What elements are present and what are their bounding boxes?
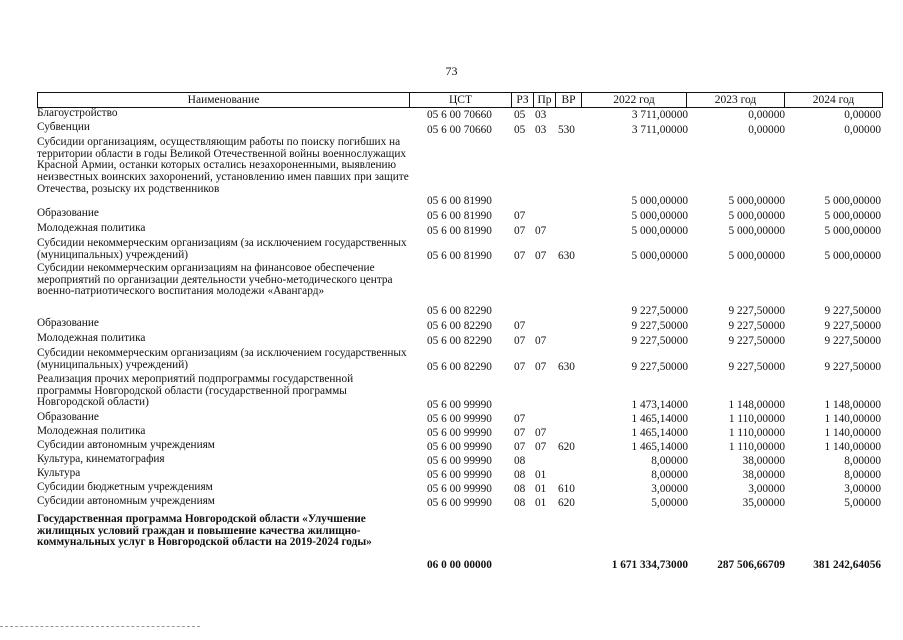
row-value-2022: 5 000,00000 [631, 250, 688, 263]
row-value-2024: 9 227,50000 [824, 305, 881, 318]
row-value-2023: 5 000,00000 [728, 210, 785, 223]
table-row [37, 263, 883, 318]
row-name: Субсидии автономным учреждениям [37, 495, 215, 507]
row-pr: 07 [535, 335, 547, 348]
header-rz: РЗ [512, 93, 534, 107]
row-name: Государственная программа Новгородской области «Улучшение жилищных условий граждан и повышение качества жилищно-коммунальных услуг в Новгородской области на 2019-2024 годы» [37, 513, 372, 549]
row-rz: 07 [514, 361, 526, 374]
row-value-2024: 1 148,00000 [824, 399, 881, 412]
row-name: Субвенции [37, 121, 90, 133]
footer-divider [0, 626, 200, 627]
row-rz: 07 [514, 320, 526, 333]
row-rz: 05 [514, 124, 526, 137]
row-csr: 05 6 00 99990 [427, 469, 492, 482]
row-rz: 08 [514, 455, 526, 468]
row-csr: 05 6 00 82290 [427, 305, 492, 318]
row-value-2023: 35,00000 [742, 497, 785, 510]
row-value-2024: 9 227,50000 [824, 361, 881, 374]
row-value-2023: 1 148,00000 [728, 399, 785, 412]
row-value-2024: 9 227,50000 [824, 335, 881, 348]
row-value-2022: 8,00000 [651, 469, 688, 482]
table-row [37, 374, 883, 412]
row-pr: 07 [535, 225, 547, 238]
row-value-2024: 8,00000 [844, 455, 881, 468]
row-vr: 620 [558, 441, 575, 454]
row-csr: 05 6 00 99990 [427, 497, 492, 510]
table-row [37, 333, 883, 348]
row-value-2024: 9 227,50000 [824, 320, 881, 333]
table-row [37, 426, 883, 440]
row-pr: 03 [535, 124, 547, 137]
row-value-2024: 5,00000 [844, 497, 881, 510]
row-rz: 07 [514, 210, 526, 223]
header-csr: ЦСТ [410, 93, 512, 107]
row-name: Образование [37, 317, 99, 329]
row-value-2022: 3 711,00000 [631, 109, 688, 122]
row-value-2024: 1 140,00000 [824, 427, 881, 440]
row-value-2023: 9 227,50000 [728, 335, 785, 348]
row-name: Образование [37, 207, 99, 219]
row-value-2022: 1 465,14000 [631, 427, 688, 440]
header-vr: ВР [556, 93, 582, 107]
row-value-2024: 8,00000 [844, 469, 881, 482]
row-value-2022: 5,00000 [651, 497, 688, 510]
row-value-2023: 9 227,50000 [728, 305, 785, 318]
table-row [37, 454, 883, 468]
row-value-2023: 38,00000 [742, 469, 785, 482]
row-vr: 620 [558, 497, 575, 510]
row-csr: 06 0 00 00000 [427, 559, 492, 572]
row-value-2024: 381 242,64056 [813, 559, 881, 572]
row-name: Реализация прочих мероприятий подпрограммы государственной программы Новгородской области (государственной программы Новгородской области) [37, 373, 354, 409]
header-name: Наименование [38, 93, 410, 107]
row-name: Субсидии организациям, осуществляющим работы по поиску погибших на территории области в годы Великой Отечественной войны военнослужащих Красной Армии, останки которых остались незахороненными, выявлению неизвестных воинских захоронений, установлению имен павших при защите Отечества, розыску их родственников [37, 136, 409, 195]
row-vr: 530 [558, 124, 575, 137]
row-value-2022: 9 227,50000 [631, 361, 688, 374]
row-value-2024: 5 000,00000 [824, 210, 881, 223]
table-row [37, 496, 883, 510]
row-vr: 630 [558, 361, 575, 374]
row-value-2023: 5 000,00000 [728, 250, 785, 263]
table-row [37, 348, 883, 374]
row-value-2024: 5 000,00000 [824, 195, 881, 208]
row-csr: 05 6 00 82290 [427, 320, 492, 333]
row-pr: 07 [535, 361, 547, 374]
row-name: Субсидии бюджетным учреждениям [37, 481, 213, 493]
row-value-2024: 5 000,00000 [824, 225, 881, 238]
row-csr: 05 6 00 99990 [427, 399, 492, 412]
row-rz: 08 [514, 497, 526, 510]
row-rz: 08 [514, 483, 526, 496]
table-row [37, 137, 883, 208]
row-value-2023: 0,00000 [748, 124, 785, 137]
row-value-2023: 9 227,50000 [728, 361, 785, 374]
row-rz: 07 [514, 427, 526, 440]
row-name: Образование [37, 411, 99, 423]
header-pr: Пр [534, 93, 556, 107]
row-rz: 08 [514, 469, 526, 482]
row-csr: 05 6 00 99990 [427, 413, 492, 426]
table-header-row [37, 92, 883, 108]
row-csr: 05 6 00 81990 [427, 195, 492, 208]
row-value-2022: 8,00000 [651, 455, 688, 468]
row-value-2023: 0,00000 [748, 109, 785, 122]
row-rz: 07 [514, 250, 526, 263]
row-value-2024: 5 000,00000 [824, 250, 881, 263]
row-value-2023: 5 000,00000 [728, 225, 785, 238]
row-name: Молодежная политика [37, 332, 146, 344]
row-value-2022: 3 711,00000 [631, 124, 688, 137]
row-csr: 05 6 00 99990 [427, 455, 492, 468]
row-value-2023: 287 506,66709 [717, 559, 785, 572]
row-name: Благоустройство [37, 107, 118, 119]
row-value-2023: 3,00000 [748, 483, 785, 496]
row-value-2023: 38,00000 [742, 455, 785, 468]
table-row [37, 412, 883, 426]
row-pr: 01 [535, 469, 547, 482]
row-value-2022: 9 227,50000 [631, 305, 688, 318]
row-rz: 07 [514, 225, 526, 238]
row-csr: 05 6 00 82290 [427, 335, 492, 348]
row-csr: 05 6 00 99990 [427, 427, 492, 440]
row-rz: 07 [514, 441, 526, 454]
row-csr: 05 6 00 82290 [427, 361, 492, 374]
table-row [37, 318, 883, 333]
row-pr: 07 [535, 441, 547, 454]
row-pr: 01 [535, 497, 547, 510]
row-name: Молодежная политика [37, 425, 146, 437]
table-row [37, 108, 883, 122]
row-name: Субсидии некоммерческим организациям (за исключением государственных (муниципальных) учреждений) [37, 347, 407, 371]
row-rz: 05 [514, 109, 526, 122]
row-value-2022: 9 227,50000 [631, 335, 688, 348]
row-pr: 01 [535, 483, 547, 496]
row-vr: 610 [558, 483, 575, 496]
row-rz: 07 [514, 335, 526, 348]
row-value-2023: 1 110,00000 [728, 413, 785, 426]
row-value-2022: 1 671 334,73000 [611, 559, 688, 572]
row-value-2022: 3,00000 [651, 483, 688, 496]
table-row [37, 238, 883, 263]
row-value-2024: 3,00000 [844, 483, 881, 496]
header-2024: 2024 год [812, 94, 855, 106]
row-value-2022: 1 465,14000 [631, 413, 688, 426]
row-value-2022: 1 473,14000 [631, 399, 688, 412]
row-name: Субсидии некоммерческим организациям на финансовое обеспечение мероприятий по организации деятельности учебно-методического центра военно-патриотического воспитания молодежи «Авангард» [37, 262, 393, 298]
row-name: Субсидии некоммерческим организациям (за исключением государственных (муниципальных) учреждений) [37, 237, 407, 261]
row-pr: 07 [535, 250, 547, 263]
row-csr: 05 6 00 99990 [427, 441, 492, 454]
table-row [37, 514, 883, 572]
row-value-2024: 0,00000 [844, 124, 881, 137]
row-rz: 07 [514, 413, 526, 426]
row-name: Субсидии автономным учреждениям [37, 439, 215, 451]
row-value-2022: 5 000,00000 [631, 195, 688, 208]
row-pr: 03 [535, 109, 547, 122]
table-row [37, 223, 883, 238]
row-value-2023: 1 110,00000 [728, 441, 785, 454]
row-vr: 630 [558, 250, 575, 263]
row-name: Культура [37, 467, 81, 479]
row-value-2022: 5 000,00000 [631, 210, 688, 223]
row-name: Молодежная политика [37, 222, 146, 234]
table-row [37, 468, 883, 482]
header-2022: 2022 год [582, 93, 687, 107]
row-value-2024: 0,00000 [844, 109, 881, 122]
row-csr: 05 6 00 81990 [427, 210, 492, 223]
row-csr: 05 6 00 70660 [427, 124, 492, 137]
row-value-2023: 1 110,00000 [728, 427, 785, 440]
row-csr: 05 6 00 81990 [427, 225, 492, 238]
row-value-2022: 9 227,50000 [631, 320, 688, 333]
row-pr: 07 [535, 427, 547, 440]
table-row [37, 440, 883, 454]
row-value-2024: 1 140,00000 [824, 413, 881, 426]
page-number: 73 [445, 64, 458, 78]
row-value-2023: 9 227,50000 [728, 320, 785, 333]
row-value-2024: 1 140,00000 [824, 441, 881, 454]
table-row [37, 208, 883, 223]
table-row [37, 482, 883, 496]
row-csr: 05 6 00 70660 [427, 109, 492, 122]
row-name: Культура, кинематография [37, 453, 165, 465]
row-csr: 05 6 00 81990 [427, 250, 492, 263]
row-value-2022: 5 000,00000 [631, 225, 688, 238]
row-csr: 05 6 00 99990 [427, 483, 492, 496]
row-value-2023: 5 000,00000 [728, 195, 785, 208]
row-value-2022: 1 465,14000 [631, 441, 688, 454]
header-2023: 2023 год [687, 93, 785, 107]
table-row [37, 122, 883, 137]
